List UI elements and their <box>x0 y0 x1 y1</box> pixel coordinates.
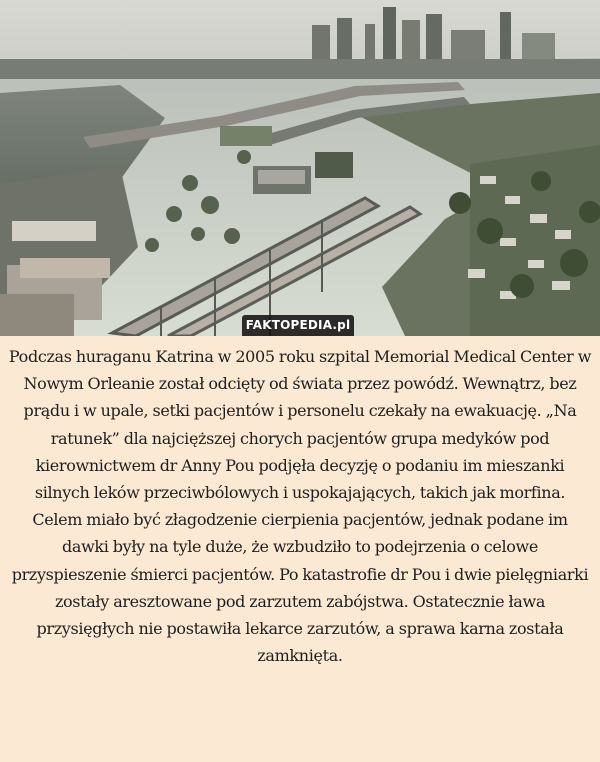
caption-text: Podczas huraganu Katrina w 2005 roku szpital Memorial Medical Center w Nowym Orleanie został odcięty od świata przez powódź. Wewnątrz, bez prądu i w upale, setki pacjentów i personelu czekały na ewakuację. „Na ratunek” dla najcięższej chorych pacjentów grupa medyków pod kierownictwem dr Anny Pou podjęła decyzję o podaniu im mieszanki silnych leków przeciwbólowych i uspokajających, takich jak morfina. Celem miało być złagodzenie cierpienia pacjentów, jednak podane im dawki były na tyle duże, że wzbudziło to podejrzenia o celowe przyspieszenie śmierci pacjentów. Po katastrofie dr Pou i dwie pielęgniarki zostały aresztowane pod zarzutem zabójstwa. Ostatecznie ława przysięgłych nie postawiła lekarce zarzutów, a sprawa karna została zamknięta. <box>8 347 592 666</box>
faktopedia-watermark: FAKTOPEDIA.pl <box>242 315 354 336</box>
flooded-city-illustration <box>0 0 600 336</box>
flood-aerial-photo <box>0 0 600 336</box>
